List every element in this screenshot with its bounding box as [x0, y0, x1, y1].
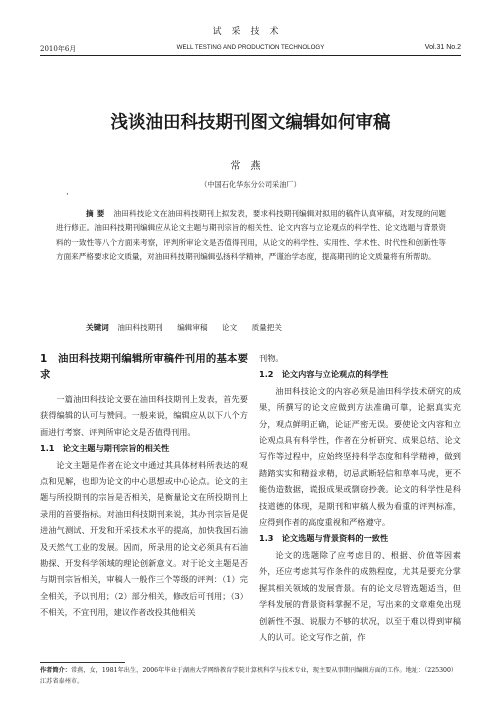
abstract-text: 油田科技论文在油田科技期刊上拟发表，要求科技期刊编辑对拟用的稿件认真审稿，对发现的问题进行修正。油田科技期刊编辑应从论文主题与期刊宗旨的相关性、论文内容与立论观点的科学性、论文选题与背景资料的一致性等八个方面来考察，评判所审论文是否值得刊用，从论文的科学性、实用性、学术性、时代性和创新性等方面来严格要求论文质量，对油田科技期刊编辑弘扬科学精神，严谨治学态度，提高期刊的论文质量将有所帮助。 — [56, 209, 447, 262]
article-title: 浅谈油田科技期刊图文编辑如何审稿 — [110, 113, 391, 133]
keyword: 油田科技期刊 — [117, 323, 163, 332]
keyword: 编辑审稿 — [177, 323, 208, 332]
volume-number: Vol.31 No.2 — [424, 44, 461, 51]
body-paragraph: 论文的选题除了应考虑目的、根据、价值等因素外，还应考虑其写作条件的成熟程度，尤其是要充分掌握其相关领域的发展背景。有的论文尽管选题适当，但学科发展的背景资料掌握不足，写出来的文章难免出现创新性不强、说服力不够的状况，以至于难以得到审稿人的认可。论文写作之前，作 — [259, 549, 461, 642]
section-1-3-title: 1.3 论文选题与背景资料的一致性 — [259, 533, 389, 544]
body-paragraph: 一篇油田科技论文要在油田科技期刊上发表，首先要获得编辑的认可与赞同。一般来说，编辑应从以下八个方面进行考察、评判所审论文是否值得刊用。 — [40, 394, 248, 437]
footnote-label: 作者简介： — [40, 667, 71, 674]
section-1-2-title: 1.2 论文内容与立论观点的科学性 — [259, 369, 389, 380]
article-author: 常燕 — [230, 161, 271, 172]
body-paragraph-continued: 刊物。 — [259, 353, 284, 363]
section-1-1-title: 1.1 论文主题与期刊宗旨的相关性 — [40, 443, 170, 454]
keywords-label: 关键词 — [86, 323, 109, 332]
journal-header — [0, 0, 501, 62]
footnote-rule — [40, 662, 125, 663]
body-paragraph: 论文主题是作者在论文中通过其具体材料所表达的观点和见解，也即为论文的中心思想或中心论点。论文的主题与所投期刊的宗旨是否相关，是衡量论文在所投期刊上录用的首要指标。对油田科技期刊来说，其办刊宗旨是促进油气测试、开发和开采技术水平的提高，加快我国石油及天然气工业的发展。因而，所录用的论文必须具有石油勘探、开发科学领域的理论创新意义。对于论文主题是否与期刊宗旨相关，审稿人一般作三个等级的评判：（1）完全相关，予以刊用；（2）部分相关，修改后可刊用；（3）不相关，不宜刊用，建议作者改投其他相关 — [40, 459, 248, 618]
abstract — [56, 207, 446, 265]
abstract-label: 摘要 — [86, 209, 108, 218]
author-affiliation: （中国石化华东分公司采油厂） — [200, 180, 301, 189]
keyword: 质量把关 — [251, 323, 282, 332]
journal-name: 试采技术 — [212, 27, 289, 37]
right-column — [259, 350, 461, 645]
body-paragraph: 油田科技论文的内容必须是油田科学技术研究的成果，所撰写的论文应做到方法准确可靠，论据真实充分，观点鲜明正确，论证严密无误。要使论文内容和立论观点具有科学性，作者在分析研究、成果总结、论文写作等过程中，应始终坚持科学态度和科学精神，做到踏踏实实和精益求精，切忌武断轻信和草率马虎，更不能伪造数据，谎报成果或剽窃抄袭。论文的科学性是科技道德的体现，是期刊和审稿人极为看重的评判标准，应得到作者的高度重视和严格遵守。 — [259, 385, 461, 528]
journal-english-name: WELL TESTING AND PRODUCTION TECHNOLOGY — [176, 44, 325, 51]
left-column — [40, 350, 248, 621]
header-rule — [40, 55, 461, 56]
author-footnote — [40, 665, 461, 687]
dot-mark: · — [66, 190, 69, 200]
section-1-title: 1 油田科技期刊编辑所审稿件刊用的基本要求 — [40, 353, 248, 381]
keyword: 论文 — [221, 323, 238, 332]
footnote-text: 常燕，女，1981年出生，2006年毕业于湖南大学网络教育学院计算机科学与技术专业，现主要从事期刊编辑方面的工作。地址：（225300）江苏省泰州市。 — [40, 667, 458, 685]
keywords — [86, 322, 294, 333]
issue-date: 2010年6月 — [40, 45, 77, 53]
